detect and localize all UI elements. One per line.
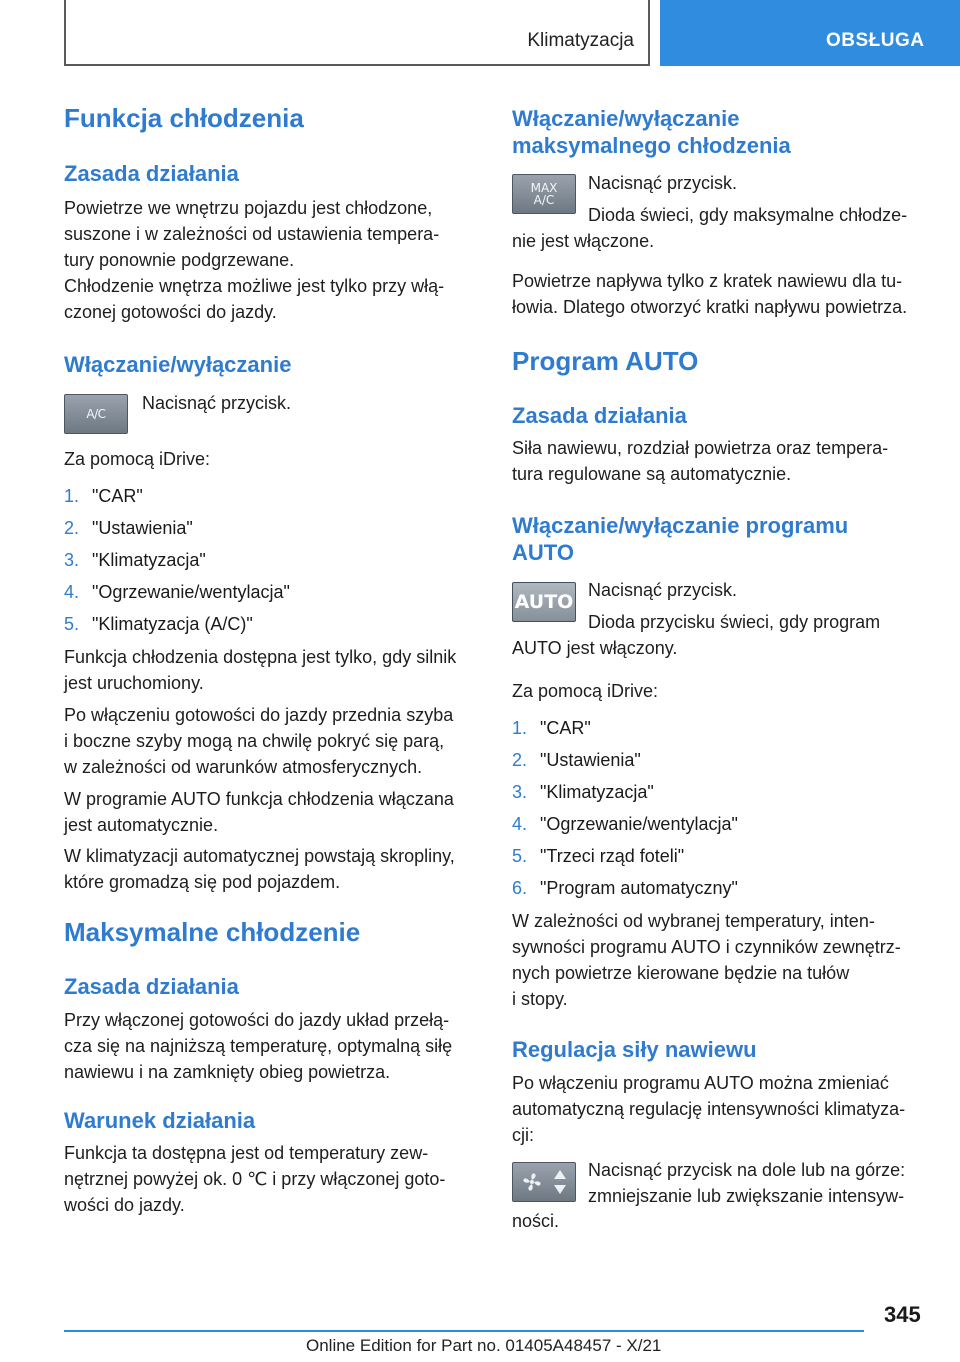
press-button-text-max: Nacisnąć przycisk. <box>588 173 738 193</box>
heading-principle: Zasada działania <box>64 161 239 186</box>
list-item-number: 1. <box>64 486 80 506</box>
list-item <box>512 748 738 780</box>
heading-principle-2: Zasada działania <box>64 974 239 999</box>
list-item <box>512 716 738 748</box>
list-item <box>64 484 290 516</box>
heading-cooling-function: Funkcja chłodzenia <box>64 103 304 133</box>
paragraph-max-cooling: Przy włączonej gotowości do jazdy układ przełą- cza się na najniższą temperaturę, optymalną siłę nawiewu i na zamknięty obieg powietrza. <box>64 1010 453 1082</box>
page-number: 345 <box>884 1302 921 1327</box>
list-item-number: 1. <box>512 718 528 738</box>
heading-auto-program: Program AUTO <box>512 346 699 376</box>
footer-edition: Online Edition for Part no. 01405A48457 - X/21 <box>306 1336 662 1355</box>
heading-blower-control: Regulacja siły nawiewu <box>512 1037 757 1062</box>
max-ac-label-line2: A/C <box>533 193 555 207</box>
heading-max-on-off: Włączanie/wyłączanie maksymalnego chłodzenia <box>512 106 791 158</box>
idrive-steps-list <box>64 484 290 644</box>
paragraph-blower: Po włączeniu programu AUTO można zmieniać automatyczną regulację intensywności klimatyza- cji: <box>512 1073 906 1145</box>
max-led-line2: nie jest włączone. <box>512 231 655 251</box>
list-item-number: 6. <box>512 878 528 898</box>
list-item-number: 4. <box>64 582 80 602</box>
list-item-text: "CAR" <box>540 718 591 738</box>
paragraph-condensate: W klimatyzacji automatycznej powstają skropliny, które gromadzą się pod pojazdem. <box>64 846 455 892</box>
list-item <box>64 580 290 612</box>
list-item-text: "Klimatyzacja (A/C)" <box>92 614 253 634</box>
max-ac-label-line1: MAX <box>530 181 558 195</box>
fan-text-line3: ności. <box>512 1211 560 1231</box>
list-item-number: 2. <box>512 750 528 770</box>
paragraph-fogging: Po włączeniu gotowości do jazdy przednia szyba i boczne szyby mogą na chwilę pokryć się parą, w zależności od warunków atmosferycznych. <box>64 705 454 777</box>
heading-principle-auto: Zasada działania <box>512 403 687 428</box>
paragraph-auto: Siła nawiewu, rozdział powietrza oraz tempera- tura regulowane są automatycznie. <box>512 438 889 484</box>
list-item-text: "Ustawienia" <box>540 750 641 770</box>
paragraph-cooling-1: Powietrze we wnętrzu pojazdu jest chłodzone, suszone i w zależności od ustawienia tempera- tury ponownie podgrzewane. <box>64 198 440 270</box>
list-item <box>512 876 738 908</box>
press-button-text-auto: Nacisnąć przycisk. <box>588 580 738 600</box>
list-item-text: "Trzeci rząd foteli" <box>540 846 685 866</box>
list-item-number: 2. <box>64 518 80 538</box>
ac-button-label: A/C <box>86 407 106 421</box>
max-led-line1: Dioda świeci, gdy maksymalne chłodze- <box>588 205 908 225</box>
list-item-text: "Ogrzewanie/wentylacja" <box>92 582 290 602</box>
press-button-text: Nacisnąć przycisk. <box>142 393 292 413</box>
heading-on-off: Włączanie/wyłączanie <box>64 352 292 377</box>
fan-icon <box>521 1171 543 1193</box>
auto-led-line2: AUTO jest włączony. <box>512 638 678 658</box>
fan-intensity-button-image <box>512 1162 576 1202</box>
list-item <box>512 844 738 876</box>
paragraph-auto-cooling: W programie AUTO funkcja chłodzenia włączana jest automatycznie. <box>64 789 454 835</box>
list-item <box>64 612 290 644</box>
list-item-number: 3. <box>512 782 528 802</box>
list-item-text: "CAR" <box>92 486 143 506</box>
list-item-number: 5. <box>512 846 528 866</box>
list-item <box>512 812 738 844</box>
list-item-number: 5. <box>64 614 80 634</box>
auto-button-image <box>512 582 576 622</box>
list-item-text: "Klimatyzacja" <box>92 550 206 570</box>
heading-auto-on-off: Włączanie/wyłączanie programu AUTO <box>512 513 849 565</box>
header-section-box <box>64 0 650 66</box>
list-item <box>64 548 290 580</box>
list-item-number: 4. <box>512 814 528 834</box>
idrive-intro: Za pomocą iDrive: <box>64 449 211 469</box>
max-ac-button-image <box>512 174 576 214</box>
auto-button-label: AUTO <box>514 591 574 613</box>
footer-divider <box>64 1330 864 1332</box>
list-item <box>512 780 738 812</box>
chapter-title: OBSŁUGA <box>826 30 925 51</box>
section-title: Klimatyzacja <box>527 30 634 51</box>
idrive-steps-list-right <box>512 716 738 908</box>
ac-button-image <box>64 394 128 434</box>
paragraph-condition: Funkcja ta dostępna jest od temperatury zew- nętrznej powyżej ok. 0 ℃ i przy włączonej goto- wości do jazdy. <box>64 1143 446 1215</box>
auto-led-line1: Dioda przycisku świeci, gdy program <box>588 612 881 632</box>
list-item-text: "Ustawienia" <box>92 518 193 538</box>
list-item-text: "Ogrzewanie/wentylacja" <box>540 814 738 834</box>
paragraph-engine: Funkcja chłodzenia dostępna jest tylko, gdy silnik jest uruchomiony. <box>64 647 457 693</box>
paragraph-cooling-2: Chłodzenie wnętrza możliwe jest tylko przy włą- czonej gotowości do jazdy. <box>64 276 445 322</box>
idrive-intro-right: Za pomocą iDrive: <box>512 681 659 701</box>
fan-text-line1: Nacisnąć przycisk na dole lub na górze: <box>588 1160 906 1180</box>
list-item <box>64 516 290 548</box>
paragraph-air-distribution: W zależności od wybranej temperatury, inten- sywności programu AUTO i czynników zewnętrz- nych powietrze kierowane będzie na tułów i stopy. <box>512 911 901 1009</box>
paragraph-vents: Powietrze napływa tylko z kratek nawiewu dla tu- łowia. Dlatego otworzyć kratki napływu powietrza. <box>512 271 908 317</box>
heading-max-cooling: Maksymalne chłodzenie <box>64 917 361 947</box>
list-item-text: "Program automatyczny" <box>540 878 738 898</box>
heading-condition: Warunek działania <box>64 1108 256 1133</box>
up-down-arrows-icon <box>553 1169 567 1195</box>
list-item-text: "Klimatyzacja" <box>540 782 654 802</box>
list-item-number: 3. <box>64 550 80 570</box>
fan-text-line2: zmniejszanie lub zwiększanie intensyw- <box>588 1186 905 1206</box>
